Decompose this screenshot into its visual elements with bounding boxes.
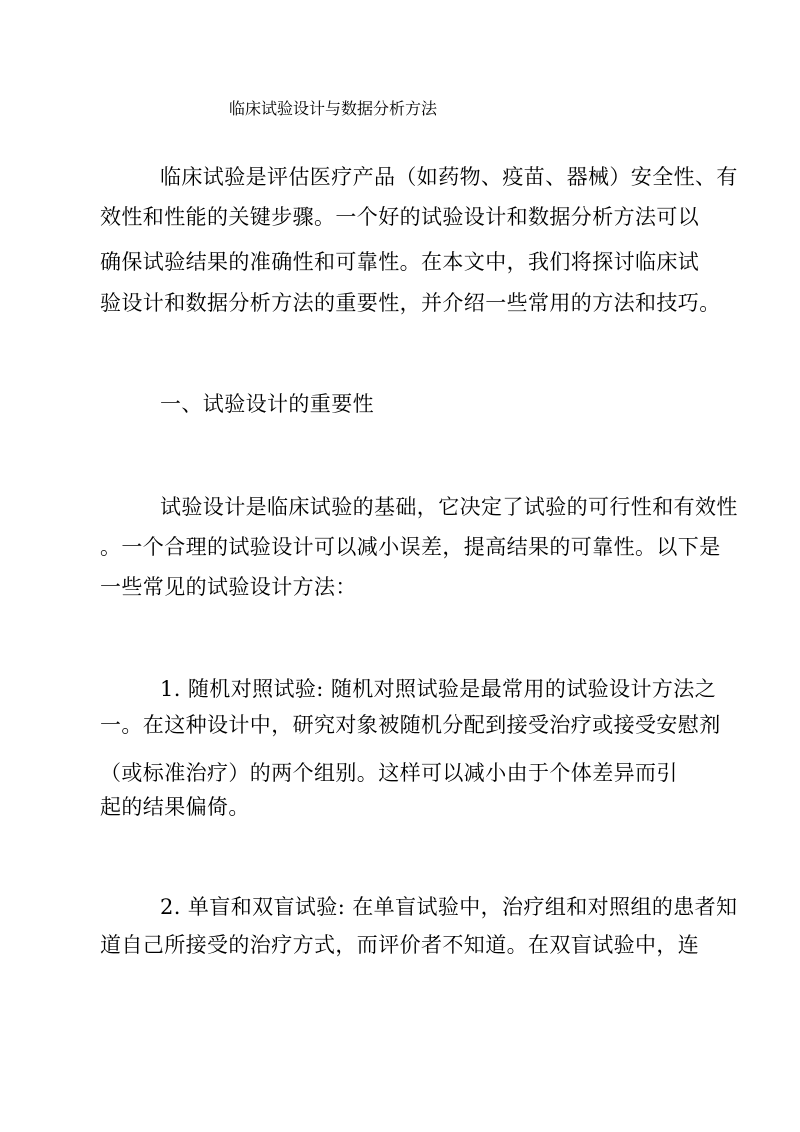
section-para-line-1: 试验设计是临床试验的基础，它决定了试验的可行性和有效性 bbox=[160, 495, 738, 519]
item2-line-2: 道自己所接受的治疗方式，而评价者不知道。在双盲试验中，连 bbox=[100, 933, 700, 957]
item1-line-4: 起的结果偏倚。 bbox=[100, 795, 250, 819]
intro-line-2: 效性和性能的关键步骤。一个好的试验设计和数据分析方法可以 bbox=[100, 205, 700, 229]
section-para-line-3: 一些常见的试验设计方法： bbox=[100, 575, 357, 599]
intro-line-3: 确保试验结果的准确性和可靠性。在本文中，我们将探讨临床试 bbox=[100, 250, 700, 274]
item2-line-1: 2. 单盲和双盲试验: 在单盲试验中，治疗组和对照组的患者知 bbox=[160, 895, 738, 919]
item1-line-3: （或标准治疗）的两个组别。这样可以减小由于个体差异而引 bbox=[100, 761, 678, 785]
intro-line-1: 临床试验是评估医疗产品（如药物、疫苗、器械）安全性、有 bbox=[160, 165, 738, 189]
item1-line-1: 1. 随机对照试验: 随机对照试验是最常用的试验设计方法之 bbox=[160, 677, 717, 701]
section-heading: 一、试验设计的重要性 bbox=[160, 392, 374, 416]
document-title: 临床试验设计与数据分析方法 bbox=[229, 99, 438, 118]
item1-line-2: 一。在这种设计中，研究对象被随机分配到接受治疗或接受安慰剂 bbox=[100, 713, 721, 737]
section-para-line-2: 。一个合理的试验设计可以减小误差，提高结果的可靠性。以下是 bbox=[100, 535, 721, 559]
intro-line-4: 验设计和数据分析方法的重要性，并介绍一些常用的方法和技巧。 bbox=[100, 291, 721, 315]
